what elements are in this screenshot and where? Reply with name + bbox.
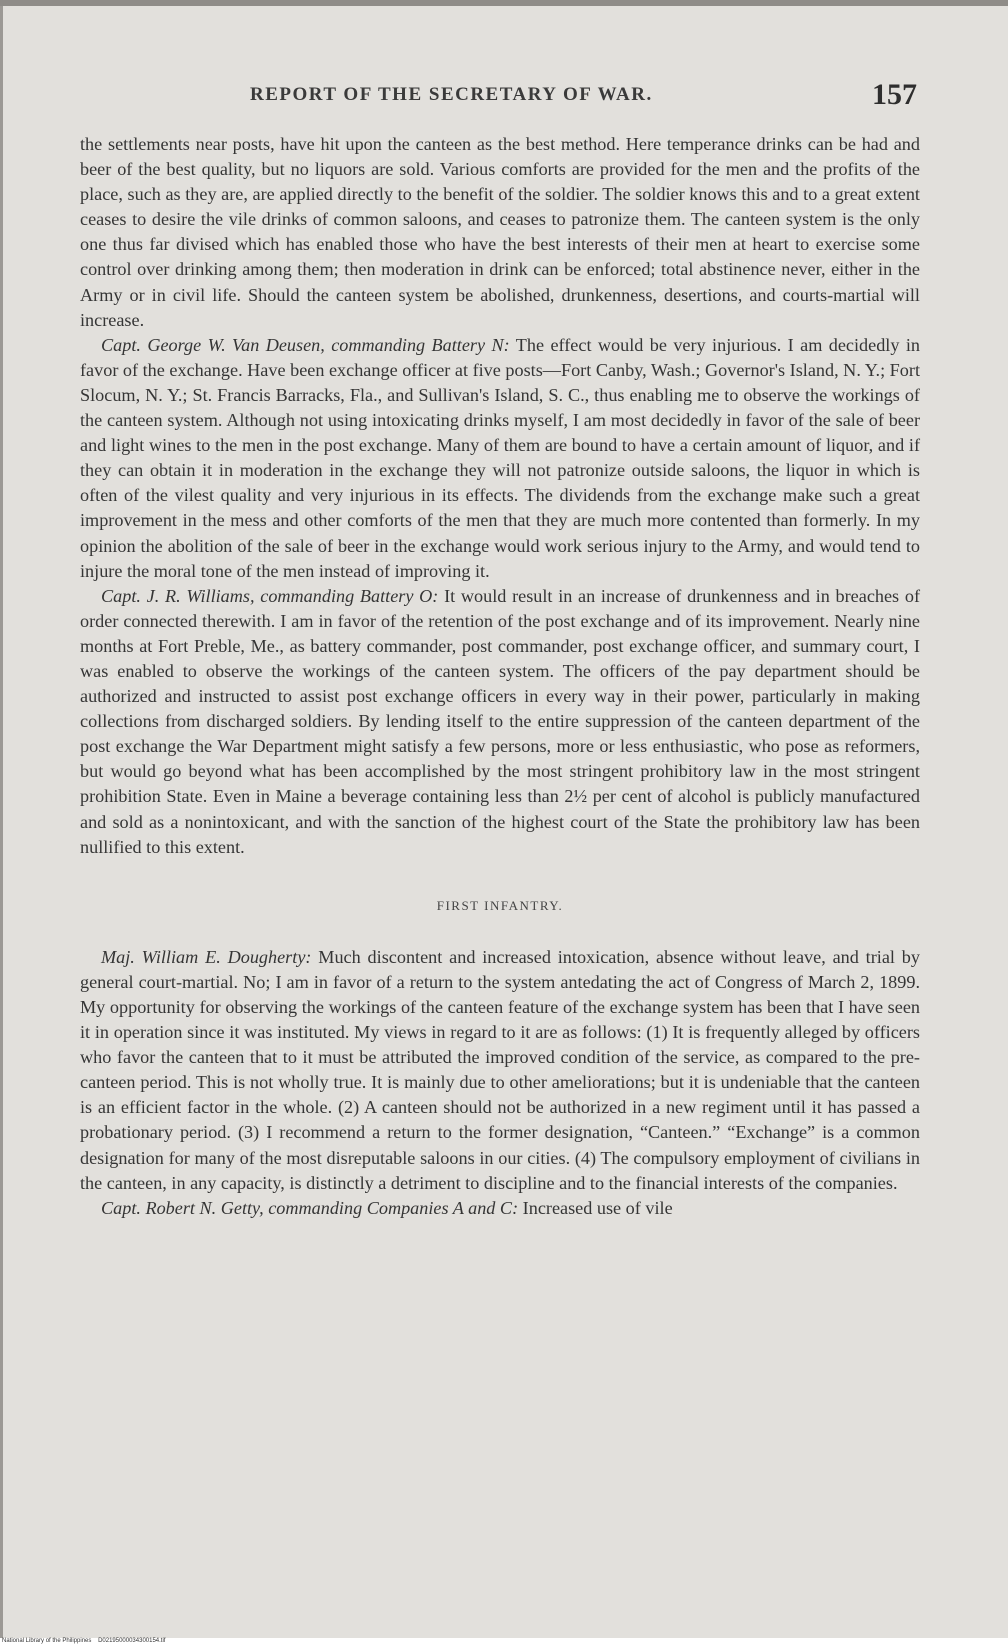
paragraph-dougherty bbox=[80, 945, 920, 1196]
footer-text bbox=[2, 1638, 165, 1644]
page-header bbox=[0, 78, 1008, 118]
paragraph-text: It would result in an increase of drunkenness and in breaches of order connected therewith. I am in favor of the retention of the post exchange and of its improvement. Nearly nine months at Fort Preble, Me., as battery commander, post commander, post exchange officer, and summary court, I was enabled to observe the workings of the canteen system. The officers of the pay department should be authorized and instructed to assist post exchange officers in every way in their power, particularly in making collections from discharged soldiers. By lending itself to the entire suppression of the canteen department of the post exchange the War Department might satisfy a few persons, more or less enthusiastic, who pose as reformers, but would go beyond what has been accomplished by the most stringent prohibitory law in the most stringent prohibition State. Even in Maine a beverage containing less than 2½ per cent of alcohol is publicly manufactured and sold as a nonintoxicant, and with the sanction of the highest court of the State the prohibitory law has been nullified to this extent. bbox=[80, 585, 920, 857]
scan-reference: D02195000034300154.tif bbox=[98, 1638, 166, 1644]
paragraph-continuation bbox=[80, 132, 920, 333]
paragraph-text: Much discontent and increased intoxication, absence without leave, and trial by general court-martial. No; I am in favor of a return to the system antedating the act of Congress of March 2, 1899. My opportunity for observing the workings of the canteen feature of the exchange system has been that I have seen it in operation since it was instituted. My views in regard to it are as follows: (1) It is frequently alleged by officers who favor the canteen that to it must be attributed the improved condition of the service, as compared to the pre-canteen period. This is not wholly true. It is mainly due to other ameliorations; but it is undeniable that the canteen is an efficient factor in the whole. (2) A canteen should not be authorized in a new regiment until it has passed a probationary period. (3) I recommend a return to the former designation, “Canteen.” “Exchange” is a common designation for many of the most disreputable saloons in our cities. (4) The compulsory employment of civilians in the canteen, in any capacity, is distinctly a detriment to discipline and to the financial interests of the companies. bbox=[80, 946, 920, 1193]
speaker-name: Capt. J. R. Williams, commanding Battery O: bbox=[101, 585, 439, 606]
running-title: REPORT OF THE SECRETARY OF WAR. bbox=[250, 84, 653, 105]
speaker-name: Capt. Robert N. Getty, commanding Companies A and C: bbox=[101, 1197, 519, 1218]
paragraph-text: The effect would be very injurious. I am decidedly in favor of the exchange. Have been exchange officer at five posts—Fort Canby, Wash.; Governor's Island, N. Y.; Fort Slocum, N. Y.; St. Francis Barracks, Fla., and Sullivan's Island, S. C., thus enabling me to observe the workings of the canteen system. Although not using intoxicating drinks myself, I am most decidedly in favor of the sale of beer and light wines to the men in the post exchange. Many of them are bound to have a certain amount of liquor, and if they can obtain it in moderation in the exchange they will not patronize outside saloons, the liquor in which is often of the vilest quality and very injurious in its effects. The dividends from the exchange make such a great improvement in the mess and other comforts of the men that they are much more contented than formerly. In my opinion the abolition of the sale of beer in the exchange would work serious injury to the Army, and would tend to injure the moral tone of the men instead of improving it. bbox=[80, 334, 920, 581]
section-heading: FIRST INFANTRY. bbox=[436, 897, 564, 913]
speaker-name: Maj. William E. Dougherty: bbox=[101, 946, 312, 967]
paragraph-van-deusen bbox=[80, 333, 920, 584]
library-credit: National Library of the Philippines bbox=[2, 1638, 92, 1644]
paragraph-text: Increased use of vile bbox=[518, 1197, 673, 1218]
scan-edge bbox=[0, 6, 3, 1646]
body-text bbox=[80, 132, 920, 1221]
paragraph-text: the settlements near posts, have hit upon the canteen as the best method. Here temperance drinks can be had and beer of the best quality, but no liquors are sold. Various comforts are provided for the men and the profits of the place, such as they are, are applied directly to the benefit of the soldier. The soldier knows this and to a great extent ceases to desire the vile drinks of common saloons, and ceases to patronize them. The canteen system is the only one thus far divised which has enabled those who have the best interests of their men at heart to exercise some control over drinking among them; then moderation in drink can be enforced; total abstinence never, either in the Army or in civil life. Should the canteen system be abolished, drunkenness, desertions, and courts-martial will increase. bbox=[80, 134, 920, 330]
paragraph-williams bbox=[80, 584, 920, 860]
speaker-name: Capt. George W. Van Deusen, commanding Battery N: bbox=[101, 334, 510, 355]
paragraph-getty bbox=[80, 1196, 920, 1221]
page-number: 157 bbox=[872, 78, 917, 111]
scan-footer bbox=[0, 1638, 1008, 1649]
